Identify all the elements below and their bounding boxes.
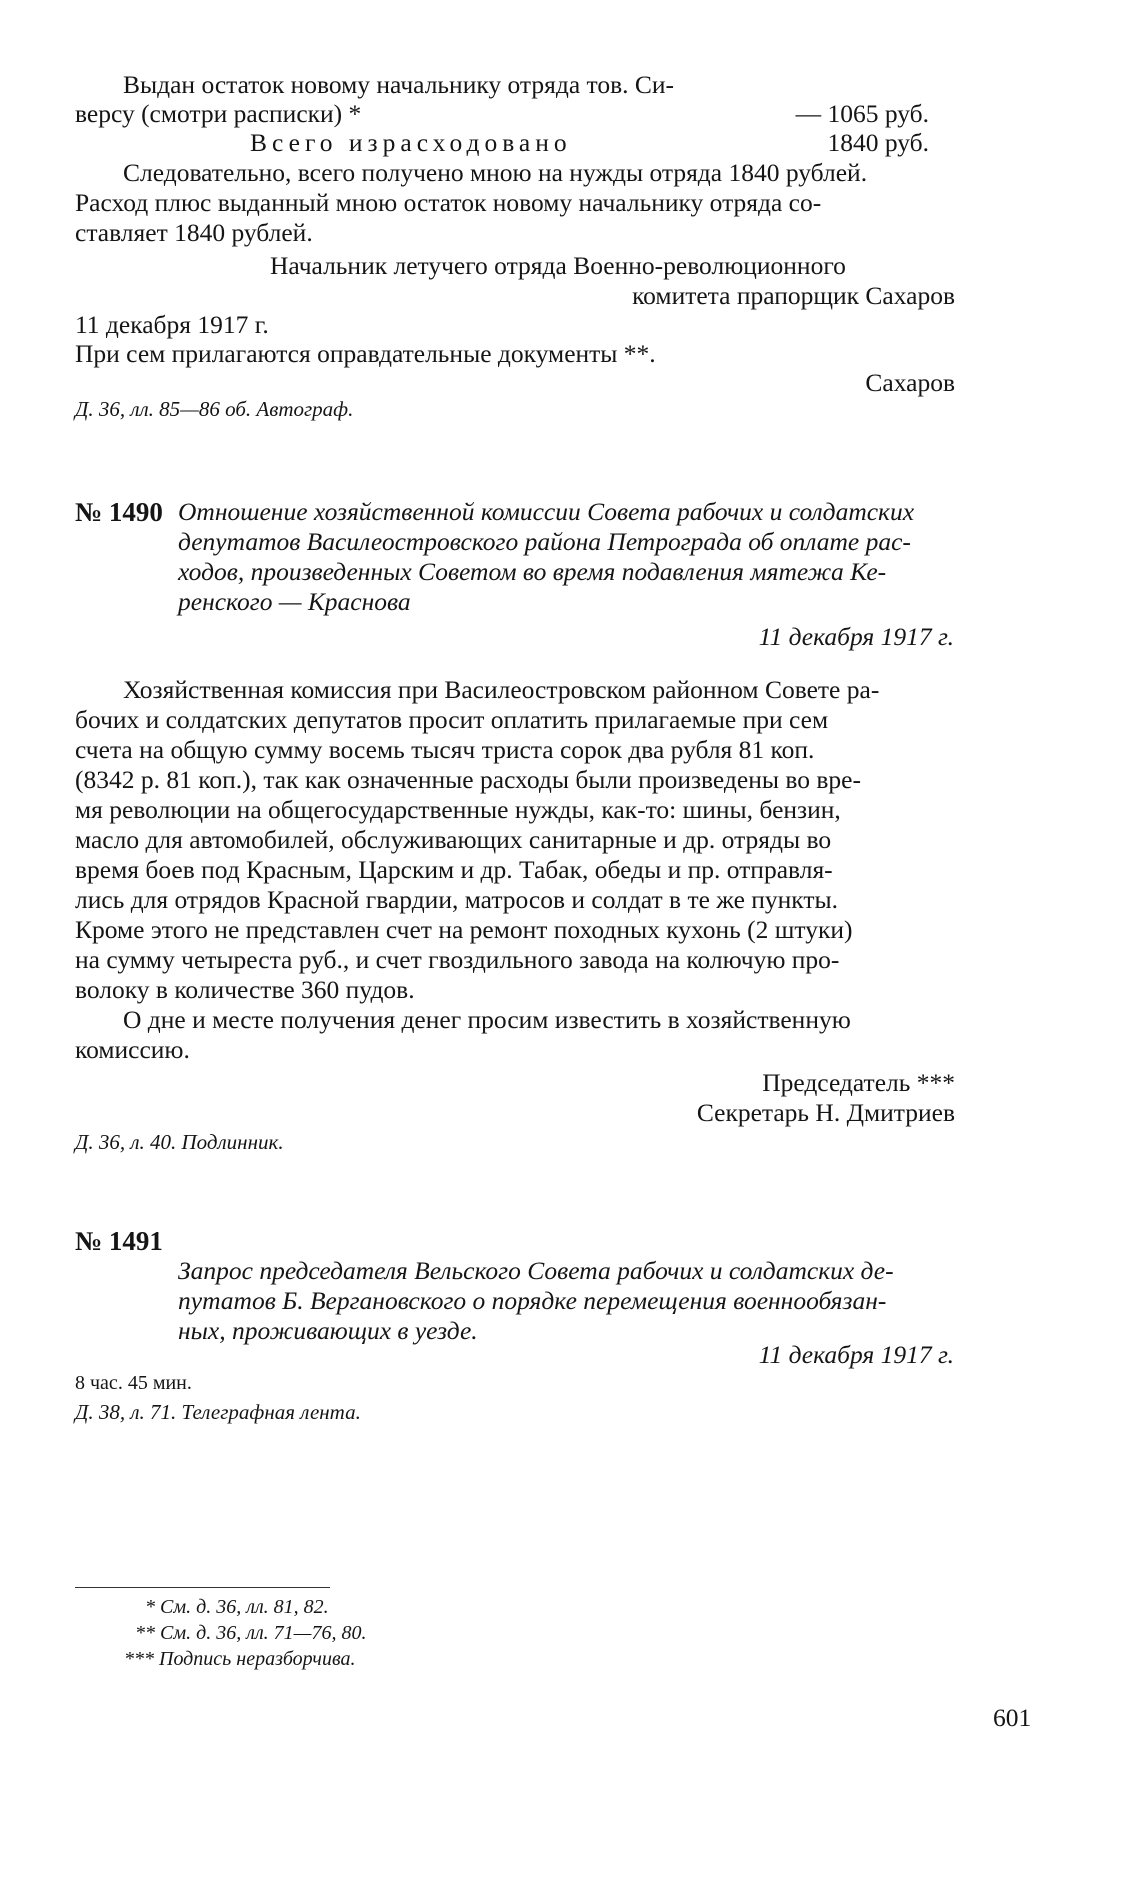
signature-name: Сахаров: [865, 368, 955, 397]
doc-number: № 1490: [75, 497, 163, 527]
paragraph-line: Кроме этого не представлен счет на ремонт походных кухонь (2 штуки): [75, 915, 853, 944]
doc-heading-line: путатов Б. Вергановского о порядке перемещения военнообязан-: [178, 1286, 887, 1315]
footnote: *** Подпись неразборчива.: [124, 1648, 356, 1670]
top-line-2: версу (смотри расписки) *: [75, 99, 362, 128]
source-ref: Д. 36, лл. 85—86 об. Автограф.: [75, 397, 354, 421]
doc-heading-line: ходов, произведенных Советом во время подавления мятежа Ке-: [178, 557, 887, 586]
doc-heading-line: ных, проживающих в уезде.: [178, 1316, 478, 1345]
top-line-5: Расход плюс выданный мною остаток новому начальнику отряда со-: [75, 188, 822, 217]
doc-date: 11 декабря 1917 г.: [758, 622, 954, 651]
paragraph-line: О дне и месте получения денег просим известить в хозяйственную: [123, 1005, 851, 1034]
doc-number: № 1491: [75, 1226, 163, 1256]
doc-heading-line: ренского — Краснова: [178, 587, 411, 616]
paragraph-line: волоку в количестве 360 пудов.: [75, 975, 415, 1004]
paragraph-line: мя революции на общегосударственные нужды, как-то: шины, бензин,: [75, 795, 841, 824]
top-line-4: Следовательно, всего получено мною на нужды отряда 1840 рублей.: [123, 158, 868, 187]
page-number: 601: [993, 1703, 1032, 1732]
footnote-divider: [75, 1587, 330, 1588]
source-ref: Д. 36, л. 40. Подлинник.: [75, 1130, 284, 1154]
total-spent-label: Всего израсходовано: [250, 128, 572, 157]
total-spent-amount: 1840 руб.: [827, 128, 929, 157]
paragraph-line: счета на общую сумму восемь тысяч триста сорок два рубля 81 коп.: [75, 735, 815, 764]
doc-heading-line: Отношение хозяйственной комиссии Совета рабочих и солдатских: [178, 497, 915, 526]
signature-title-2: комитета прапорщик Сахаров: [632, 281, 955, 310]
top-date: 11 декабря 1917 г.: [75, 310, 269, 339]
secretary-signature: Секретарь Н. Дмитриев: [696, 1098, 955, 1127]
doc-heading-line: депутатов Василеостровского района Петрограда об оплате рас-: [178, 527, 911, 556]
top-line-1: Выдан остаток новому начальнику отряда тов. Си-: [123, 70, 675, 99]
attachments-line: При сем прилагаются оправдательные документы **.: [75, 339, 656, 368]
footnote: * См. д. 36, лл. 81, 82.: [145, 1596, 329, 1618]
paragraph-line: лись для отрядов Красной гвардии, матросов и солдат в те же пункты.: [75, 885, 839, 914]
paragraph-line: масло для автомобилей, обслуживающих санитарные и др. отряды во: [75, 825, 832, 854]
paragraph-line: время боев под Красным, Царским и др. Табак, обеды и пр. отправля-: [75, 855, 833, 884]
paragraph-line: на сумму четыреста руб., и счет гвоздильного завода на колючую про-: [75, 945, 840, 974]
doc-heading-line: Запрос председателя Вельского Совета рабочих и солдатских де-: [178, 1256, 894, 1285]
source-ref: Д. 38, л. 71. Телеграфная лента.: [75, 1400, 361, 1424]
doc-date: 11 декабря 1917 г.: [758, 1340, 954, 1369]
paragraph-line: Хозяйственная комиссия при Василеостровском районном Совете ра-: [123, 675, 880, 704]
signature-title-1: Начальник летучего отряда Военно-революционного: [270, 251, 846, 280]
paragraph-line: бочих и солдатских депутатов просит оплатить прилагаемые при сем: [75, 705, 829, 734]
time-note: 8 час. 45 мин.: [75, 1372, 192, 1394]
footnote: ** См. д. 36, лл. 71—76, 80.: [135, 1622, 367, 1644]
top-line-6: ставляет 1840 рублей.: [75, 218, 313, 247]
paragraph-line: комиссию.: [75, 1035, 190, 1064]
paragraph-line: (8342 р. 81 коп.), так как означенные расходы были произведены во вре-: [75, 765, 861, 794]
chairman-signature: Председатель ***: [762, 1068, 955, 1097]
top-line-2-amount: — 1065 руб.: [795, 99, 929, 128]
